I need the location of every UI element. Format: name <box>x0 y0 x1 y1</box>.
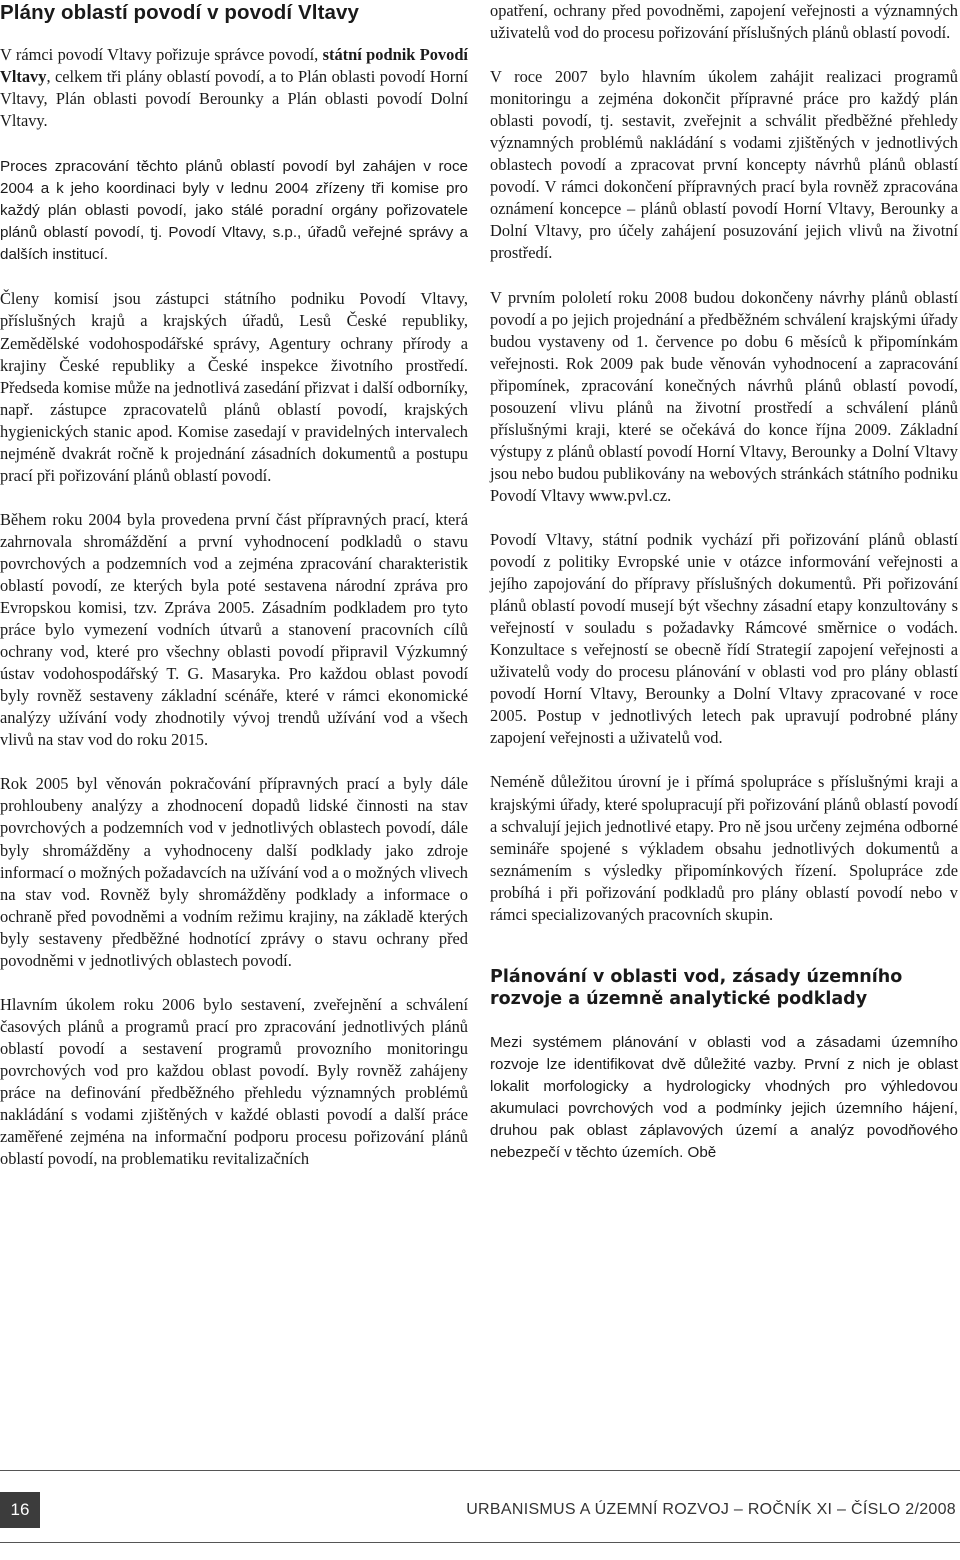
intro-text-2: , celkem tři plány oblastí povodí, a to Plán oblasti povodí Horní Vltavy, Plán oblasti povodí Berounky a Plán oblasti povodí Dolní Vltavy. <box>0 67 468 131</box>
intro-text-1: V rámci povodí Vltavy pořizuje správce povodí, <box>0 45 323 64</box>
paragraph-year-2006: Hlavním úkolem roku 2006 bylo sestavení, zveřejnění a schválení časových plánů a programů prací pro zpracování jednotlivých plánů oblastí povodí a sestavení programů provozního monitoringu povrchových vod pro každou oblast povodí. Byly rovněž zahájeny práce na definování předběžného přehledu významných problémů nakládání s vodami zjištěných v každé oblasti povodí a další práce zaměřené zejména na informační podporu procesu pořizování plánů oblastí povodí, na problematiku revitalizačních <box>0 994 468 1169</box>
intro-paragraph <box>0 44 468 132</box>
section-paragraph: Mezi systémem plánování v oblasti vod a zásadami územního rozvoje lze identifikovat dvě důležité vazby. První z nich je oblast lokalit morfologicky a hydrologicky vhodných pro výhledovou akumulaci povrchových vod a podmínky jejich územního hájení, druhou pak oblast záplavových území a analýz povodňového nebezpečí v těchto územích. Obě <box>490 1033 958 1162</box>
paragraph-process: Proces zpracování těchto plánů oblastí povodí byl zahájen v roce 2004 a k jeho koordinaci byly v lednu 2004 zřízeny tři komise pro každý plán oblasti povodí, jako stálé poradní orgány pořizovatele plánů oblastí povodí, tj. Povodí Vltavy, s.p., úřadů veřejné správy a dalších institucí. <box>0 158 468 264</box>
paragraph-continuation: opatření, ochrany před povodněmi, zapojení veřejnosti a významných uživatelů vod do procesu pořizování příslušných plánů oblastí povodí. <box>490 1 958 43</box>
paragraph-regional-cooperation: Neméně důležitou úrovní je i přímá spolupráce s příslušnými kraji a krajskými úřady, které spolupracují při pořizování plánů oblastí povodí a schvalují jejich jednotlivé etapy. Pro ně jsou určeny zejména odborné semináře spojené s výkladem obsahu jednotlivých dokumentů a seznámením s výsledky připomínkových řízení. Spolupráce zde probíhá i při pořizování podkladů pro plány oblastí povodí nebo v rámci specializovaných pracovních skupin. <box>490 772 958 924</box>
journal-name: URBANISMUS A ÚZEMNÍ ROZVOJ – ROČNÍK XI – ČÍSLO 2/2008 <box>466 1501 956 1518</box>
paragraph-year-2007: V roce 2007 bylo hlavním úkolem zahájit realizaci programů monitoringu a zejména dokončit přípravné práce pro každý plán oblasti povodí, tj. sestavit, zveřejnit a schválit předběžné přehledy významných problémů nakládání s vodami zjištěných v jednotlivých oblastech povodí a zpracovat první koncepty návrhů plánů oblastí povodí. V rámci dokončení přípravných prací byla rovněž zpracována oznámení koncepce – plánů oblastí povodí Horní Vltavy, Berounky a Dolní Vltavy, pro účely zahájení posuzování jejich vlivů na životní prostředí. <box>490 67 958 263</box>
left-column <box>0 0 468 1170</box>
paragraph-year-2008: V prvním pololetí roku 2008 budou dokončeny návrhy plánů oblastí povodí a po jejich projednání a předběžném schválení krajskými úřady budou vystaveny od 1. července po dobu 6 měsíců k připomínkám veřejnosti. Rok 2009 pak bude věnován vyhodnocení a zapracování připomínek, zpracování konečných návrhů plánů oblastí povodí, posouzení vlivu plánů na životní prostředí a schválení plánů příslušnými kraji, které se očekává do konce října 2009. Základní výstupy z plánů oblastí povodí Horní Vltavy, Berounky a Dolní Vltavy jsou nebo budou publikovány na webových stránkách státního podniku Povodí Vltavy www.pvl.cz. <box>490 287 958 505</box>
article-title: Plány oblastí povodí v povodí Vltavy <box>0 1 360 24</box>
intro-strong: státní podnik Povodí Vltavy <box>0 45 468 87</box>
page-number-badge: 16 <box>0 1492 40 1528</box>
paragraph-public-participation: Povodí Vltavy, státní podnik vychází při pořizování plánů oblastí povodí z politiky Evropské unie v otázce informování veřejnosti a jejího zapojování do přípravy příslušných dokumentů. Při pořizování plánů oblastí povodí musejí být všechny zásadní etapy konzultovány s veřejností v souladu s požadavky Rámcové směrnice o vodách. Konzultace s veřejností se obecně řídí Strategií zapojení veřejnosti a uživatelů vody do procesu plánování v oblasti vod pro plány oblastí povodí Horní Vltavy, Berounky a Dolní Vltavy zpracované v roce 2005. Postup v jednotlivých letech pak upravují podrobné plány zapojení veřejnosti a uživatelů vod. <box>490 529 958 748</box>
footer-rule-top <box>0 1470 960 1471</box>
right-column <box>490 0 958 1164</box>
paragraph-year-2004: Během roku 2004 byla provedena první část přípravných prací, která zahrnovala shromáždění a první vyhodnocení podkladů o stavu povrchových a podzemních vod a zejména zpracování charakteristik oblastí povodí, ze kterých byla poté sestavena národní zpráva pro Evropskou komisi, tzv. Zpráva 2005. Zásadním podkladem pro tyto práce bylo vymezení vodních útvarů a stanovení pracovních cílů ochrany vod, které pro všechny oblasti povodí připravil Výzkumný ústav vodohospodářský T. G. Masaryka. Pro každou oblast povodí byly rovněž sestaveny základní scénáře, které v rámci ekonomické analýzy užívání vody zhodnotily vývoj trendů užívání vod a všech vlivů na stav vod do roku 2015. <box>0 509 468 750</box>
footer-rule-bottom <box>0 1542 960 1543</box>
section-heading: Plánování v oblasti vod, zásady územního rozvoje a územně analytické podklady <box>490 966 903 1009</box>
paragraph-commission-members: Členy komisí jsou zástupci státního podniku Povodí Vltavy, příslušných krajů a krajských úřadů, Lesů České republiky, Zemědělské vodohospodářské správy, Agentury ochrany přírody a krajiny České republiky a České inspekce životního prostředí. Předseda komise může na jednotlivá zasedání přizvat i další odborníky, např. zástupce zpracovatelů plánů oblastí povodí, krajských hygienických stanic apod. Komise zasedají v pravidelných intervalech nejméně dvakrát ročně k projednání zásadních dokumentů a postupu prací při pořizování plánů oblastí povodí. <box>0 289 468 485</box>
paragraph-year-2005: Rok 2005 byl věnován pokračování přípravných prací a byly dále prohloubeny analýzy a zhodnocení dopadů lidské činnosti na stav povrchových a podzemních vod v jednotlivých oblastech povodí, dále byly shromážděny a vyhodnoceny další podklady jako zdroje informací o možných požadavcích na užívání vod a o možných vlivech na stav vod. Rovněž byly shromážděny podklady a informace o ochraně před povodněmi a vodním režimu krajiny, na základě kterých byly sestaveny předběžné hodnotící zprávy o stavu ochrany před povodněmi v jednotlivých oblastech povodí. <box>0 774 468 970</box>
